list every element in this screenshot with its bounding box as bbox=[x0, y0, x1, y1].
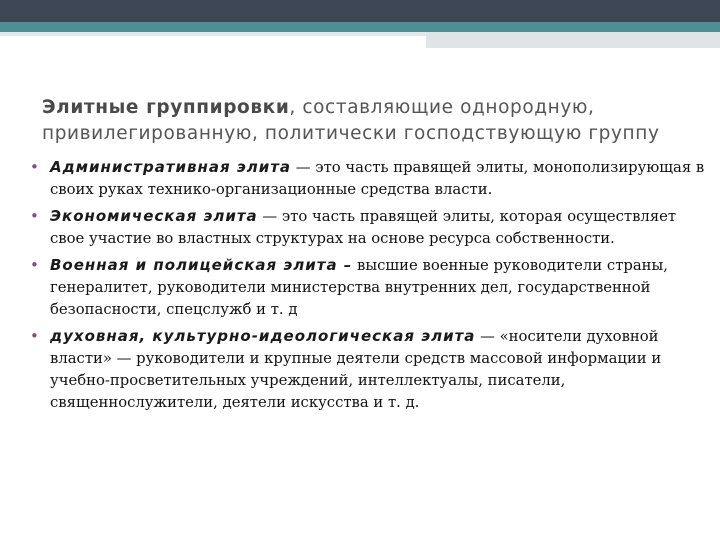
slide-title-bold: Элитные группировки bbox=[42, 97, 290, 118]
bullet-item-military bbox=[30, 254, 710, 321]
bullet-icon: • bbox=[30, 327, 39, 345]
bullet-item-economic bbox=[30, 205, 710, 250]
bullet-dash: — bbox=[475, 328, 500, 345]
header-light-band-right bbox=[426, 32, 720, 48]
bullet-text: высшие военные руководители страны, генералитет, руководители министерства внутренних дел, государственной безопасности, спецслужб и т. д bbox=[50, 257, 669, 318]
bullet-dash: — bbox=[257, 208, 282, 225]
bullet-term: Экономическая элита bbox=[50, 207, 258, 225]
bullet-item-administrative bbox=[30, 156, 710, 201]
bullet-icon: • bbox=[30, 256, 39, 274]
bullet-text: это часть правящей элиты, которая осуществляет свое участие во властных структурах на основе ресурса собственности. bbox=[50, 208, 677, 247]
bullet-icon: • bbox=[30, 207, 39, 225]
bullet-icon: • bbox=[30, 158, 39, 176]
bullet-term: духовная, культурно-идеологическая элита bbox=[50, 327, 476, 345]
bullet-item-spiritual bbox=[30, 325, 710, 414]
bullet-dash: — bbox=[291, 159, 316, 176]
bullet-term: Военная и полицейская элита – bbox=[50, 256, 353, 274]
bullet-text: это часть правящей элиты, монополизирующая в своих руках технико-организационные средства власти. bbox=[50, 159, 705, 198]
bullet-text: «носители духовной власти» — руководители и крупные деятели средств массовой информации и учебно-просветительных учреждений, интеллектуалы, писатели, священнослужители, деятели искусства и т. д. bbox=[50, 328, 662, 411]
slide-title bbox=[42, 95, 692, 147]
bullet-list bbox=[30, 156, 710, 418]
header-teal-stripe bbox=[0, 22, 720, 32]
slide-title-rest: , составляющие однородную, привилегированную, политически господствующую группу bbox=[42, 97, 660, 144]
header-dark-bar bbox=[0, 0, 720, 22]
bullet-term: Административная элита bbox=[50, 158, 292, 176]
header-light-band bbox=[0, 32, 426, 36]
